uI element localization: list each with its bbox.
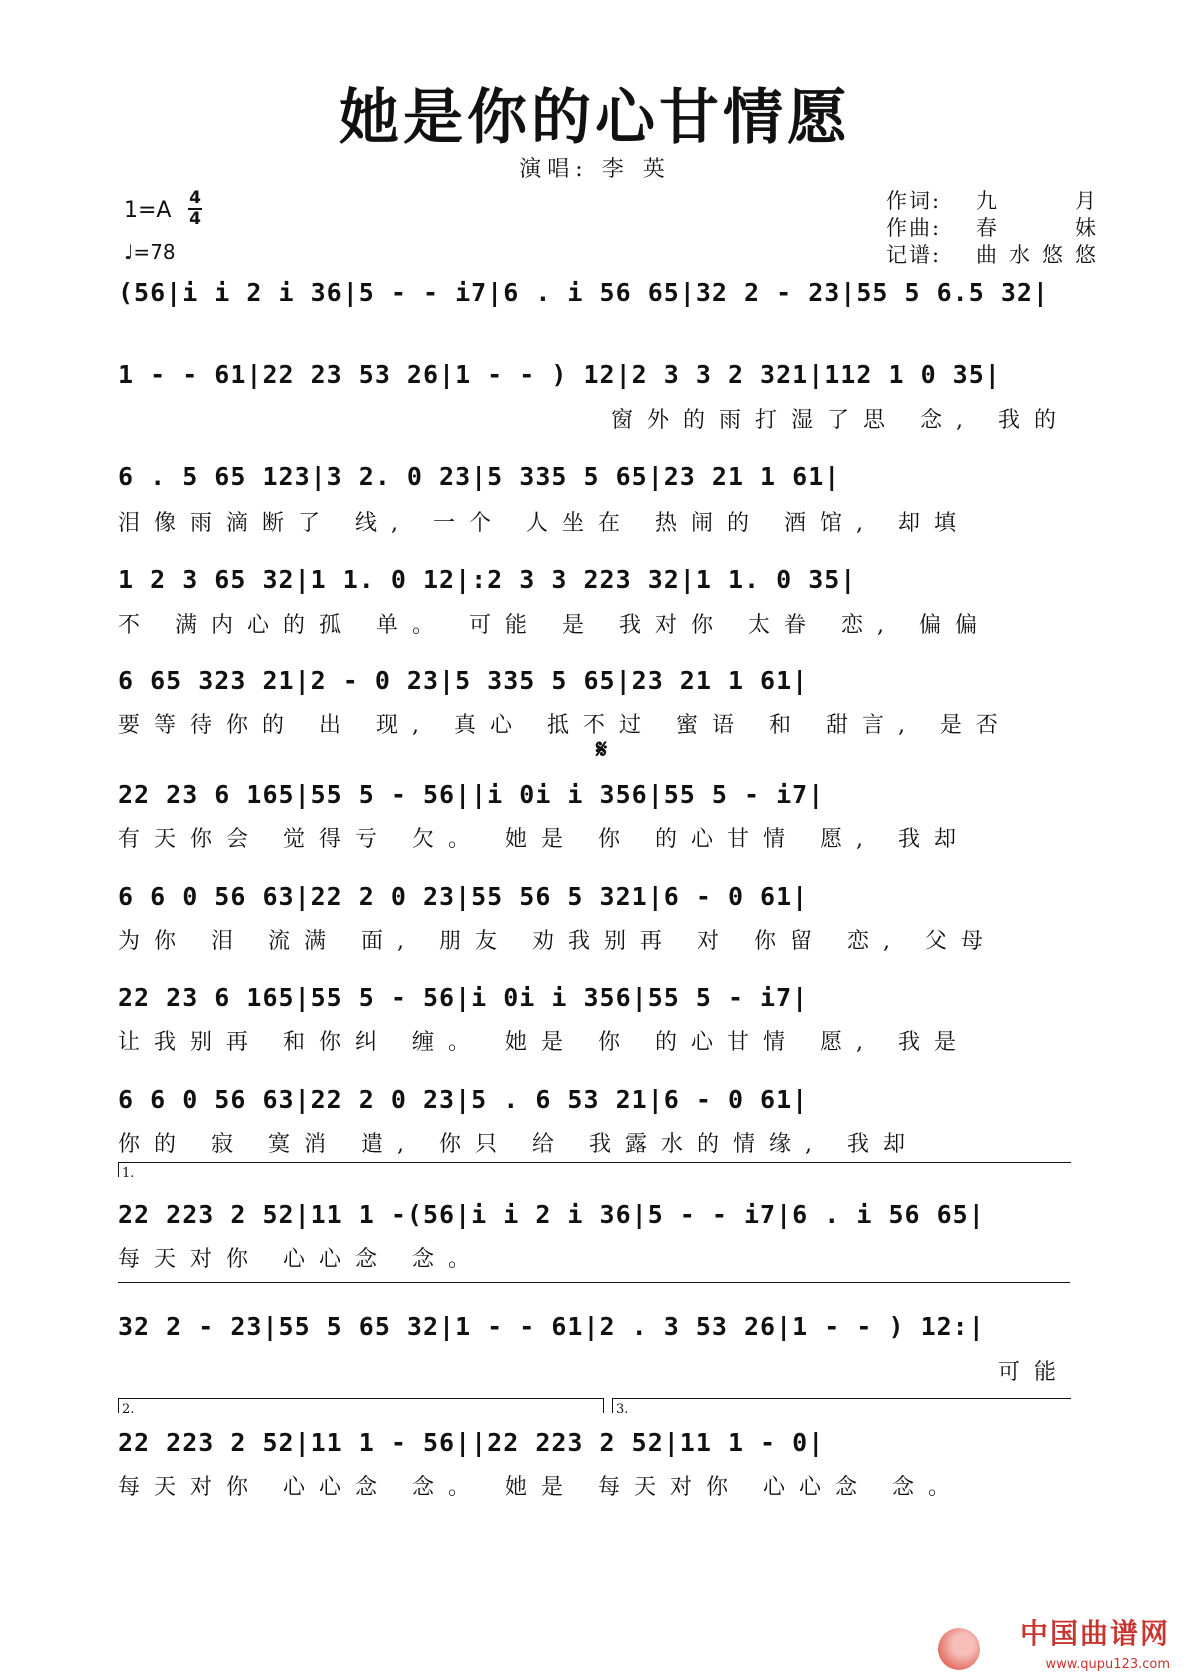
score-system-11: 32 2 - 23|55 5 65 32|1 - - 61|2 . 3 53 26|1 - - ) 12:| (118, 1312, 985, 1341)
ending-1-bracket (118, 1162, 1071, 1177)
page-title: 她是你的心甘情愿 (339, 83, 851, 153)
tempo-marking: ♩=78 (124, 240, 176, 264)
lyrics-line-10: 每天对你 心心念 念。 (118, 1247, 484, 1272)
ending-3-label: 3. (616, 1402, 629, 1417)
ending-3-bracket (612, 1398, 1071, 1413)
credit-value: 曲水悠悠 (976, 243, 1096, 267)
score-system-8: 22 23 6 165|55 5 - 56|i 0i i 356|55 5 - i7| (118, 983, 809, 1012)
ending-1-end-line (118, 1282, 1070, 1283)
credit-transcriber (886, 242, 1096, 269)
score-system-10: 22 223 2 52|11 1 -(56|i i 2 i 36|5 - - i7|6 . i 56 65| (118, 1200, 985, 1229)
ending-1-label: 1. (122, 1166, 135, 1181)
credit-label: 作词: (886, 189, 942, 213)
singer-credit: 演唱: 李 英 (519, 157, 671, 182)
lyrics-line-12: 每天对你 心心念 念。 她是 每天对你 心心念 念。 (118, 1475, 964, 1500)
lyrics-line-4: 不 满内心的孤 单。 可能 是 我对你 太眷 恋, 偏偏 (118, 613, 991, 638)
lyrics-line-8: 让我别再 和你纠 缠。 她是 你 的心甘情 愿, 我是 (118, 1030, 970, 1055)
segno-sign: 𝄋 (596, 735, 608, 765)
lyrics-line-2: 窗外的雨打湿了思 念, 我的 (611, 408, 1070, 433)
score-system-6: 22 23 6 165|55 5 - 56||i 0i i 356|55 5 - i7| (118, 780, 825, 809)
credits-block (886, 188, 1096, 269)
score-system-2: 1 - - 61|22 23 53 26|1 - - ) 12|2 3 3 2 321|112 1 0 35| (118, 360, 1001, 389)
credit-label: 作曲: (886, 216, 942, 240)
score-system-3: 6 . 5 65 123|3 2. 0 23|5 335 5 65|23 21 1 61| (118, 462, 841, 491)
credit-composer (886, 215, 1096, 242)
score-system-4: 1 2 3 65 32|1 1. 0 12|:2 3 3 223 32|1 1. 0 35| (118, 565, 857, 594)
score-system-1: (56|i i 2 i 36|5 - - i7|6 . i 56 65|32 2 - 23|55 5 6.5 32| (118, 278, 1049, 307)
lyrics-line-5: 要等待你的 出 现, 真心 抵不过 蜜语 和 甜言, 是否 (118, 713, 1012, 738)
lyrics-line-9: 你的 寂 寞消 遣, 你只 给 我露水的情缘, 我却 (118, 1132, 919, 1157)
time-signature (188, 190, 202, 228)
credit-value: 九 月 (976, 189, 1096, 213)
lyrics-line-6: 有天你会 觉得亏 欠。 她是 你 的心甘情 愿, 我却 (118, 827, 970, 852)
credit-lyricist (886, 188, 1096, 215)
credit-label: 记谱: (886, 243, 942, 267)
time-signature-bottom: 4 (189, 209, 201, 229)
lyrics-line-11: 可能 (997, 1360, 1070, 1385)
watermark-site-name: 中国曲谱网 (1019, 1617, 1170, 1650)
key-signature: 1=A (124, 198, 172, 223)
score-system-12: 22 223 2 52|11 1 - 56||22 223 2 52|11 1 - 0| (118, 1428, 825, 1457)
ending-2-label: 2. (122, 1402, 135, 1417)
ending-2-bracket (118, 1398, 604, 1413)
lyrics-line-3: 泪像雨滴断了 线, 一个 人坐在 热闹的 酒馆, 却填 (118, 511, 970, 536)
score-system-7: 6 6 0 56 63|22 2 0 23|55 56 5 321|6 - 0 61| (118, 882, 809, 911)
lyrics-line-7: 为你 泪 流满 面, 朋友 劝我别再 对 你留 恋, 父母 (118, 929, 997, 954)
score-system-9: 6 6 0 56 63|22 2 0 23|5 . 6 53 21|6 - 0 61| (118, 1085, 809, 1114)
time-signature-top: 4 (189, 188, 201, 208)
score-system-5: 6 65 323 21|2 - 0 23|5 335 5 65|23 21 1 61| (118, 666, 809, 695)
credit-value: 春 妹 (976, 216, 1096, 240)
watermark-url: www.qupu123.com (1045, 1657, 1170, 1672)
watermark-logo-icon (938, 1628, 980, 1670)
